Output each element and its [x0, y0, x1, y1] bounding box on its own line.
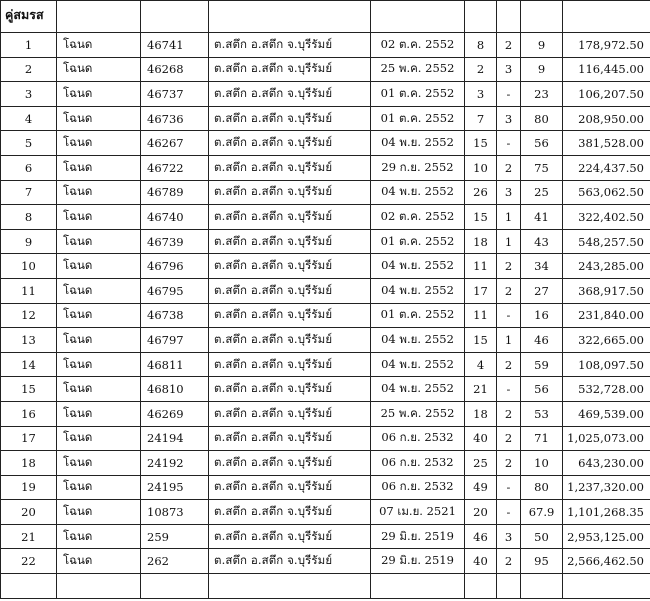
cell-location: ต.สตึก อ.สตึก จ.บุรีรัมย์ [209, 451, 371, 476]
cell-area-rai: 26 [465, 180, 497, 205]
cell-appraised-value: 1,101,268.35 [563, 500, 650, 525]
cell-area-wa [521, 574, 563, 599]
cell-deed-number: 24195 [141, 475, 209, 500]
cell-document-type: โฉนด [57, 180, 141, 205]
cell-area-wa: 25 [521, 180, 563, 205]
table-row [1, 475, 650, 500]
header-cell-empty [57, 1, 141, 33]
cell-deed-number: 46738 [141, 303, 209, 328]
cell-document-type: โฉนด [57, 303, 141, 328]
cell-appraised-value: 2,953,125.00 [563, 524, 650, 549]
table-row [1, 574, 650, 599]
cell-area-wa: 10 [521, 451, 563, 476]
cell-area-wa: 16 [521, 303, 563, 328]
cell-document-type: โฉนด [57, 131, 141, 156]
table-row [1, 524, 650, 549]
cell-appraised-value: 548,257.50 [563, 229, 650, 254]
cell-deed-number: 46269 [141, 401, 209, 426]
cell-location: ต.สตึก อ.สตึก จ.บุรีรัมย์ [209, 106, 371, 131]
cell-row-number: 8 [1, 205, 57, 230]
cell-area-rai: 15 [465, 328, 497, 353]
cell-area-ngan: 2 [497, 155, 521, 180]
cell-area-ngan: 2 [497, 352, 521, 377]
cell-area-ngan: - [497, 377, 521, 402]
cell-area-wa: 53 [521, 401, 563, 426]
cell-row-number: 9 [1, 229, 57, 254]
cell-appraised-value: 106,207.50 [563, 82, 650, 107]
cell-appraised-value: 2,566,462.50 [563, 549, 650, 574]
cell-document-type: โฉนด [57, 82, 141, 107]
cell-area-rai: 15 [465, 131, 497, 156]
cell-area-ngan: 1 [497, 229, 521, 254]
cell-deed-number: 10873 [141, 500, 209, 525]
cell-location: ต.สตึก อ.สตึก จ.บุรีรัมย์ [209, 205, 371, 230]
cell-deed-number: 46737 [141, 82, 209, 107]
cell-area-ngan: 2 [497, 549, 521, 574]
cell-deed-number [141, 574, 209, 599]
cell-area-rai: 46 [465, 524, 497, 549]
cell-document-type: โฉนด [57, 328, 141, 353]
cell-acquired-date: 06 ก.ย. 2532 [371, 426, 465, 451]
cell-area-wa: 34 [521, 254, 563, 279]
cell-acquired-date: 04 พ.ย. 2552 [371, 352, 465, 377]
cell-location: ต.สตึก อ.สตึก จ.บุรีรัมย์ [209, 500, 371, 525]
cell-appraised-value: 643,230.00 [563, 451, 650, 476]
cell-appraised-value: 322,665.00 [563, 328, 650, 353]
cell-row-number: 7 [1, 180, 57, 205]
cell-area-rai: 25 [465, 451, 497, 476]
cell-appraised-value: 1,237,320.00 [563, 475, 650, 500]
cell-document-type: โฉนด [57, 401, 141, 426]
cell-document-type: โฉนด [57, 57, 141, 82]
cell-document-type: โฉนด [57, 549, 141, 574]
cell-appraised-value: 563,062.50 [563, 180, 650, 205]
cell-area-wa: 59 [521, 352, 563, 377]
cell-deed-number: 46797 [141, 328, 209, 353]
cell-area-ngan: 2 [497, 278, 521, 303]
header-cell-empty [465, 1, 497, 33]
cell-row-number: 17 [1, 426, 57, 451]
header-cell-spouse: คู่สมรส [1, 1, 57, 33]
table-row [1, 82, 650, 107]
cell-area-rai: 18 [465, 401, 497, 426]
cell-location: ต.สตึก อ.สตึก จ.บุรีรัมย์ [209, 155, 371, 180]
cell-document-type: โฉนด [57, 254, 141, 279]
cell-location: ต.สตึก อ.สตึก จ.บุรีรัมย์ [209, 549, 371, 574]
cell-acquired-date: 04 พ.ย. 2552 [371, 278, 465, 303]
cell-row-number: 10 [1, 254, 57, 279]
cell-area-ngan: 1 [497, 205, 521, 230]
table-row [1, 106, 650, 131]
cell-appraised-value: 108,097.50 [563, 352, 650, 377]
table-row [1, 180, 650, 205]
table-row [1, 549, 650, 574]
cell-acquired-date: 25 พ.ค. 2552 [371, 57, 465, 82]
cell-deed-number: 46722 [141, 155, 209, 180]
cell-document-type: โฉนด [57, 352, 141, 377]
cell-location: ต.สตึก อ.สตึก จ.บุรีรัมย์ [209, 426, 371, 451]
cell-area-wa: 43 [521, 229, 563, 254]
cell-area-ngan: 2 [497, 254, 521, 279]
cell-appraised-value: 469,539.00 [563, 401, 650, 426]
cell-area-wa: 41 [521, 205, 563, 230]
cell-document-type: โฉนด [57, 205, 141, 230]
table-row [1, 131, 650, 156]
table-row [1, 229, 650, 254]
cell-row-number: 14 [1, 352, 57, 377]
cell-area-wa: 56 [521, 377, 563, 402]
cell-row-number: 13 [1, 328, 57, 353]
header-row [1, 1, 650, 33]
cell-row-number: 21 [1, 524, 57, 549]
cell-document-type: โฉนด [57, 524, 141, 549]
cell-location [209, 574, 371, 599]
cell-location: ต.สตึก อ.สตึก จ.บุรีรัมย์ [209, 377, 371, 402]
cell-area-ngan [497, 574, 521, 599]
cell-acquired-date: 06 ก.ย. 2532 [371, 475, 465, 500]
header-cell-empty [563, 1, 650, 33]
cell-area-rai: 40 [465, 426, 497, 451]
cell-area-rai: 49 [465, 475, 497, 500]
cell-row-number: 20 [1, 500, 57, 525]
cell-area-ngan: 2 [497, 33, 521, 58]
cell-row-number: 1 [1, 33, 57, 58]
cell-area-wa: 9 [521, 33, 563, 58]
table-row [1, 57, 650, 82]
cell-area-rai: 17 [465, 278, 497, 303]
cell-document-type: โฉนด [57, 229, 141, 254]
table-row [1, 500, 650, 525]
cell-row-number: 11 [1, 278, 57, 303]
cell-location: ต.สตึก อ.สตึก จ.บุรีรัมย์ [209, 131, 371, 156]
cell-row-number: 22 [1, 549, 57, 574]
cell-acquired-date: 04 พ.ย. 2552 [371, 377, 465, 402]
cell-row-number: 2 [1, 57, 57, 82]
cell-deed-number: 46810 [141, 377, 209, 402]
cell-area-wa: 75 [521, 155, 563, 180]
cell-deed-number: 46811 [141, 352, 209, 377]
cell-location: ต.สตึก อ.สตึก จ.บุรีรัมย์ [209, 57, 371, 82]
cell-area-rai: 3 [465, 82, 497, 107]
cell-acquired-date [371, 574, 465, 599]
cell-acquired-date: 01 ต.ค. 2552 [371, 106, 465, 131]
cell-appraised-value [563, 574, 650, 599]
cell-document-type: โฉนด [57, 278, 141, 303]
cell-area-ngan: - [497, 500, 521, 525]
header-cell-empty [209, 1, 371, 33]
cell-appraised-value: 1,025,073.00 [563, 426, 650, 451]
cell-document-type: โฉนด [57, 33, 141, 58]
header-cell-empty [141, 1, 209, 33]
cell-appraised-value: 116,445.00 [563, 57, 650, 82]
cell-deed-number: 46268 [141, 57, 209, 82]
cell-area-rai: 18 [465, 229, 497, 254]
table-row [1, 451, 650, 476]
cell-area-rai: 20 [465, 500, 497, 525]
cell-area-ngan: 3 [497, 106, 521, 131]
cell-acquired-date: 04 พ.ย. 2552 [371, 328, 465, 353]
table-row [1, 352, 650, 377]
cell-acquired-date: 04 พ.ย. 2552 [371, 180, 465, 205]
cell-area-ngan: 2 [497, 451, 521, 476]
cell-row-number: 19 [1, 475, 57, 500]
cell-appraised-value: 231,840.00 [563, 303, 650, 328]
cell-document-type: โฉนด [57, 155, 141, 180]
table-row [1, 278, 650, 303]
header-cell-empty [497, 1, 521, 33]
cell-area-ngan: 2 [497, 401, 521, 426]
table-row [1, 377, 650, 402]
cell-area-wa: 80 [521, 106, 563, 131]
cell-document-type: โฉนด [57, 106, 141, 131]
cell-appraised-value: 208,950.00 [563, 106, 650, 131]
cell-area-wa: 27 [521, 278, 563, 303]
cell-deed-number: 46795 [141, 278, 209, 303]
cell-area-ngan: 1 [497, 328, 521, 353]
cell-row-number: 6 [1, 155, 57, 180]
cell-deed-number: 46789 [141, 180, 209, 205]
cell-deed-number: 262 [141, 549, 209, 574]
cell-location: ต.สตึก อ.สตึก จ.บุรีรัมย์ [209, 352, 371, 377]
cell-row-number: 3 [1, 82, 57, 107]
cell-acquired-date: 04 พ.ย. 2552 [371, 131, 465, 156]
table-row [1, 303, 650, 328]
cell-deed-number: 46741 [141, 33, 209, 58]
cell-area-rai: 10 [465, 155, 497, 180]
cell-location: ต.สตึก อ.สตึก จ.บุรีรัมย์ [209, 254, 371, 279]
cell-area-rai: 40 [465, 549, 497, 574]
cell-area-ngan: - [497, 131, 521, 156]
cell-appraised-value: 368,917.50 [563, 278, 650, 303]
cell-row-number [1, 574, 57, 599]
cell-deed-number: 259 [141, 524, 209, 549]
cell-area-wa: 71 [521, 426, 563, 451]
cell-location: ต.สตึก อ.สตึก จ.บุรีรัมย์ [209, 229, 371, 254]
cell-appraised-value: 532,728.00 [563, 377, 650, 402]
cell-acquired-date: 29 มิ.ย. 2519 [371, 549, 465, 574]
cell-area-wa: 67.9 [521, 500, 563, 525]
cell-row-number: 18 [1, 451, 57, 476]
table-row [1, 328, 650, 353]
cell-location: ต.สตึก อ.สตึก จ.บุรีรัมย์ [209, 401, 371, 426]
cell-area-rai [465, 574, 497, 599]
header-cell-empty [371, 1, 465, 33]
cell-area-wa: 56 [521, 131, 563, 156]
cell-area-rai: 11 [465, 254, 497, 279]
cell-appraised-value: 224,437.50 [563, 155, 650, 180]
cell-row-number: 15 [1, 377, 57, 402]
cell-area-ngan: 3 [497, 57, 521, 82]
table-row [1, 205, 650, 230]
cell-area-rai: 11 [465, 303, 497, 328]
cell-area-rai: 21 [465, 377, 497, 402]
table-row [1, 155, 650, 180]
cell-area-ngan: - [497, 475, 521, 500]
cell-area-wa: 80 [521, 475, 563, 500]
cell-area-rai: 15 [465, 205, 497, 230]
table-row [1, 426, 650, 451]
cell-acquired-date: 02 ต.ค. 2552 [371, 33, 465, 58]
cell-area-wa: 95 [521, 549, 563, 574]
cell-row-number: 12 [1, 303, 57, 328]
cell-acquired-date: 04 พ.ย. 2552 [371, 254, 465, 279]
cell-area-rai: 4 [465, 352, 497, 377]
cell-acquired-date: 07 เม.ย. 2521 [371, 500, 465, 525]
cell-area-ngan: 2 [497, 426, 521, 451]
cell-area-rai: 2 [465, 57, 497, 82]
cell-deed-number: 46740 [141, 205, 209, 230]
cell-location: ต.สตึก อ.สตึก จ.บุรีรัมย์ [209, 524, 371, 549]
cell-document-type: โฉนด [57, 377, 141, 402]
cell-location: ต.สตึก อ.สตึก จ.บุรีรัมย์ [209, 475, 371, 500]
cell-location: ต.สตึก อ.สตึก จ.บุรีรัมย์ [209, 82, 371, 107]
cell-appraised-value: 243,285.00 [563, 254, 650, 279]
cell-document-type: โฉนด [57, 500, 141, 525]
cell-area-ngan: 3 [497, 180, 521, 205]
cell-row-number: 4 [1, 106, 57, 131]
cell-acquired-date: 01 ต.ค. 2552 [371, 229, 465, 254]
cell-area-rai: 7 [465, 106, 497, 131]
cell-deed-number: 24192 [141, 451, 209, 476]
cell-location: ต.สตึก อ.สตึก จ.บุรีรัมย์ [209, 328, 371, 353]
cell-area-wa: 46 [521, 328, 563, 353]
cell-document-type: โฉนด [57, 426, 141, 451]
cell-area-wa: 9 [521, 57, 563, 82]
cell-appraised-value: 381,528.00 [563, 131, 650, 156]
cell-area-wa: 50 [521, 524, 563, 549]
cell-document-type: โฉนด [57, 451, 141, 476]
cell-appraised-value: 178,972.50 [563, 33, 650, 58]
cell-area-ngan: 3 [497, 524, 521, 549]
table-row [1, 401, 650, 426]
cell-location: ต.สตึก อ.สตึก จ.บุรีรัมย์ [209, 303, 371, 328]
header-cell-empty [521, 1, 563, 33]
cell-deed-number: 24194 [141, 426, 209, 451]
cell-area-rai: 8 [465, 33, 497, 58]
cell-deed-number: 46739 [141, 229, 209, 254]
cell-acquired-date: 29 มิ.ย. 2519 [371, 524, 465, 549]
cell-appraised-value: 322,402.50 [563, 205, 650, 230]
cell-row-number: 5 [1, 131, 57, 156]
cell-acquired-date: 25 พ.ค. 2552 [371, 401, 465, 426]
cell-acquired-date: 06 ก.ย. 2532 [371, 451, 465, 476]
cell-acquired-date: 02 ต.ค. 2552 [371, 205, 465, 230]
cell-document-type: โฉนด [57, 475, 141, 500]
cell-deed-number: 46796 [141, 254, 209, 279]
cell-deed-number: 46736 [141, 106, 209, 131]
cell-location: ต.สตึก อ.สตึก จ.บุรีรัมย์ [209, 278, 371, 303]
table-row [1, 254, 650, 279]
cell-location: ต.สตึก อ.สตึก จ.บุรีรัมย์ [209, 180, 371, 205]
cell-deed-number: 46267 [141, 131, 209, 156]
cell-acquired-date: 29 ก.ย. 2552 [371, 155, 465, 180]
cell-area-ngan: - [497, 303, 521, 328]
cell-row-number: 16 [1, 401, 57, 426]
cell-area-wa: 23 [521, 82, 563, 107]
cell-acquired-date: 01 ต.ค. 2552 [371, 303, 465, 328]
cell-location: ต.สตึก อ.สตึก จ.บุรีรัมย์ [209, 33, 371, 58]
table-row [1, 33, 650, 58]
cell-area-ngan: - [497, 82, 521, 107]
cell-acquired-date: 01 ต.ค. 2552 [371, 82, 465, 107]
cell-document-type [57, 574, 141, 599]
